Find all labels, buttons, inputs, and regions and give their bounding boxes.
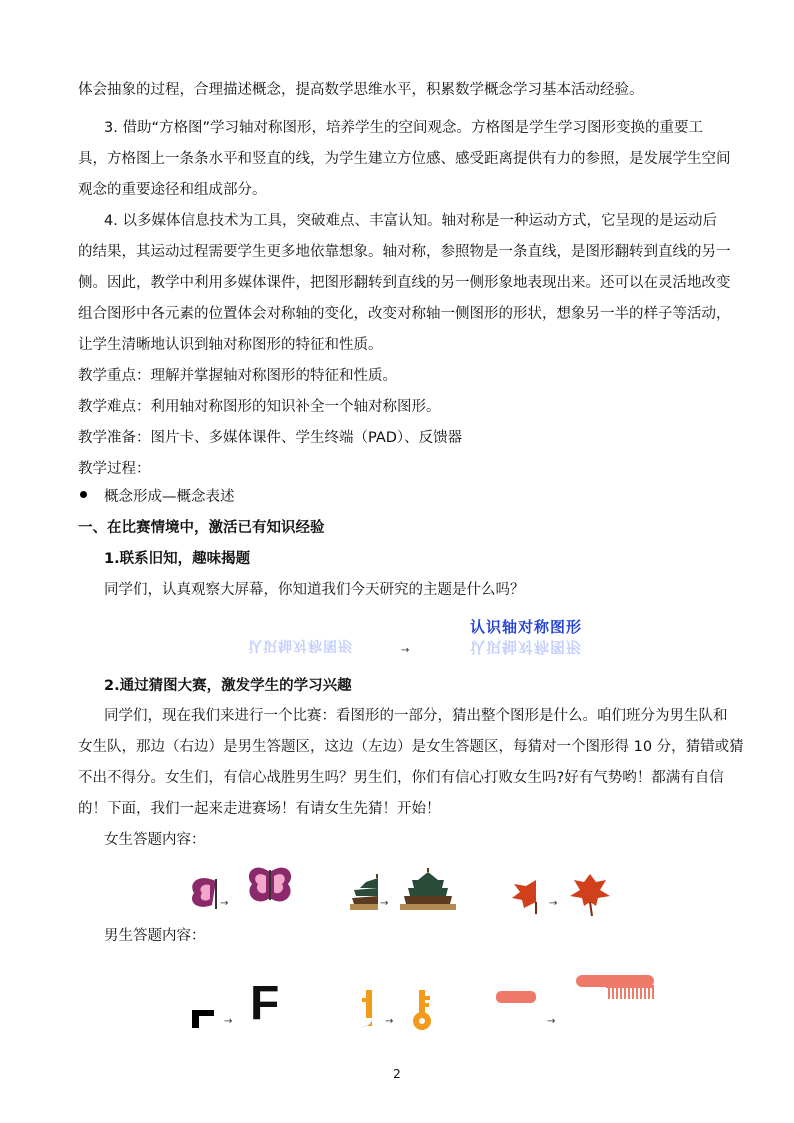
paragraph-line: 3. 借助“方格图”学习轴对称图形，培养学生的空间观念。方格图是学生学习图形变换的重要工 [104,120,703,136]
arrow-icon: → [401,645,410,656]
temple-icon [400,868,456,910]
paragraph-line: 4. 以多媒体信息技术为工具，突破难点、丰富认知。轴对称是一种运动方式，它呈现的是运动后 [104,213,717,229]
comb-handle-icon [496,991,536,1003]
teaching-process-label: 教学过程： [78,461,151,477]
paragraph-line: 女生队，那边（右边）是男生答题区，这边（左边）是女生答题区，每猜对一个图形得 10 分，猜错或猜 [78,739,744,755]
boys-label: 男生答题内容： [104,928,206,944]
paragraph-line: 的！下面，我们一起来走进赛场！有请女生先猜！开始！ [78,801,441,817]
half-butterfly-icon [188,873,218,913]
title-image-reflection: 认识轴对称图形 [470,638,583,656]
girls-label: 女生答题内容： [104,832,206,848]
bullet-dot-icon [80,491,87,498]
paragraph-line: 的结果，其运动过程需要学生更多地依靠想象。轴对称，参照物是一条直线，是图形翻转到直线的另一 [78,244,731,260]
butterfly-icon [244,858,296,910]
subsection-heading: 2.通过猜图大赛，激发学生的学习兴趣 [104,678,352,694]
paragraph-line: 组合图形中各元素的位置体会对称轴的变化，改变对称轴一侧图形的形状，想象另一半的样子等活动， [78,306,731,322]
bullet-item: 概念形成—概念表述 [104,489,235,505]
teaching-key-point: 教学重点：理解并掌握轴对称图形的特征和性质。 [78,368,397,384]
half-temple-icon [350,874,378,910]
page-number: 2 [393,1067,401,1081]
paragraph-line: 让学生清晰地认识到轴对称图形的特征和性质。 [78,337,383,353]
teaching-preparation: 教学准备：图片卡、多媒体课件、学生终端（PAD）、反馈器 [78,430,463,446]
arrow-icon: → [224,1016,233,1027]
paragraph-line: 观念的重要途径和组成部分。 [78,182,267,198]
arrow-icon: → [380,898,389,909]
paragraph-line: 同学们，认真观察大屏幕，你知道我们今天研究的主题是什么吗？ [104,582,525,598]
paragraph-line: 具，方格图上一条条水平和竖直的线，为学生建立方位感、感受距离提供有力的参照，是发展学生空间 [78,151,731,167]
comb-icon [576,975,656,1001]
arrow-icon: → [547,1016,556,1027]
paragraph-line: 不出不得分。女生们，有信心战胜男生吗？男生们，你们有信心打败女生吗?好有气势哟！都满有自信 [78,770,724,786]
letter-f: F [250,977,280,1030]
arrow-icon: → [385,1016,394,1027]
teaching-difficulty: 教学难点：利用轴对称图形的知识补全一个轴对称图形。 [78,399,441,415]
paragraph-line: 侧。因此，教学中利用多媒体课件，把图形翻转到直线的另一侧形象地表现出来。还可以在灵活地改变 [78,275,731,291]
title-image-upright: 认识轴对称图形 [470,618,583,636]
key-icon [408,990,436,1030]
maple-leaf-icon [570,872,610,916]
arrow-icon: → [549,898,558,909]
half-letter-f-icon [192,1010,214,1028]
section-heading: 一、在比赛情境中，激活已有知识经验 [78,520,325,536]
mirrored-title-image: 认识轴对称图形 [248,637,353,653]
paragraph-line: 同学们，现在我们来进行一个比赛：看图形的一部分，猜出整个图形是什么。咱们班分为男生队和 [104,708,728,724]
arrow-icon: → [220,898,229,909]
half-key-icon [362,990,374,1030]
subsection-heading: 1.联系旧知，趣味揭题 [104,551,251,567]
half-maple-leaf-icon [512,878,538,914]
paragraph-line: 体会抽象的过程，合理描述概念，提高数学思维水平，积累数学概念学习基本活动经验。 [78,82,644,98]
